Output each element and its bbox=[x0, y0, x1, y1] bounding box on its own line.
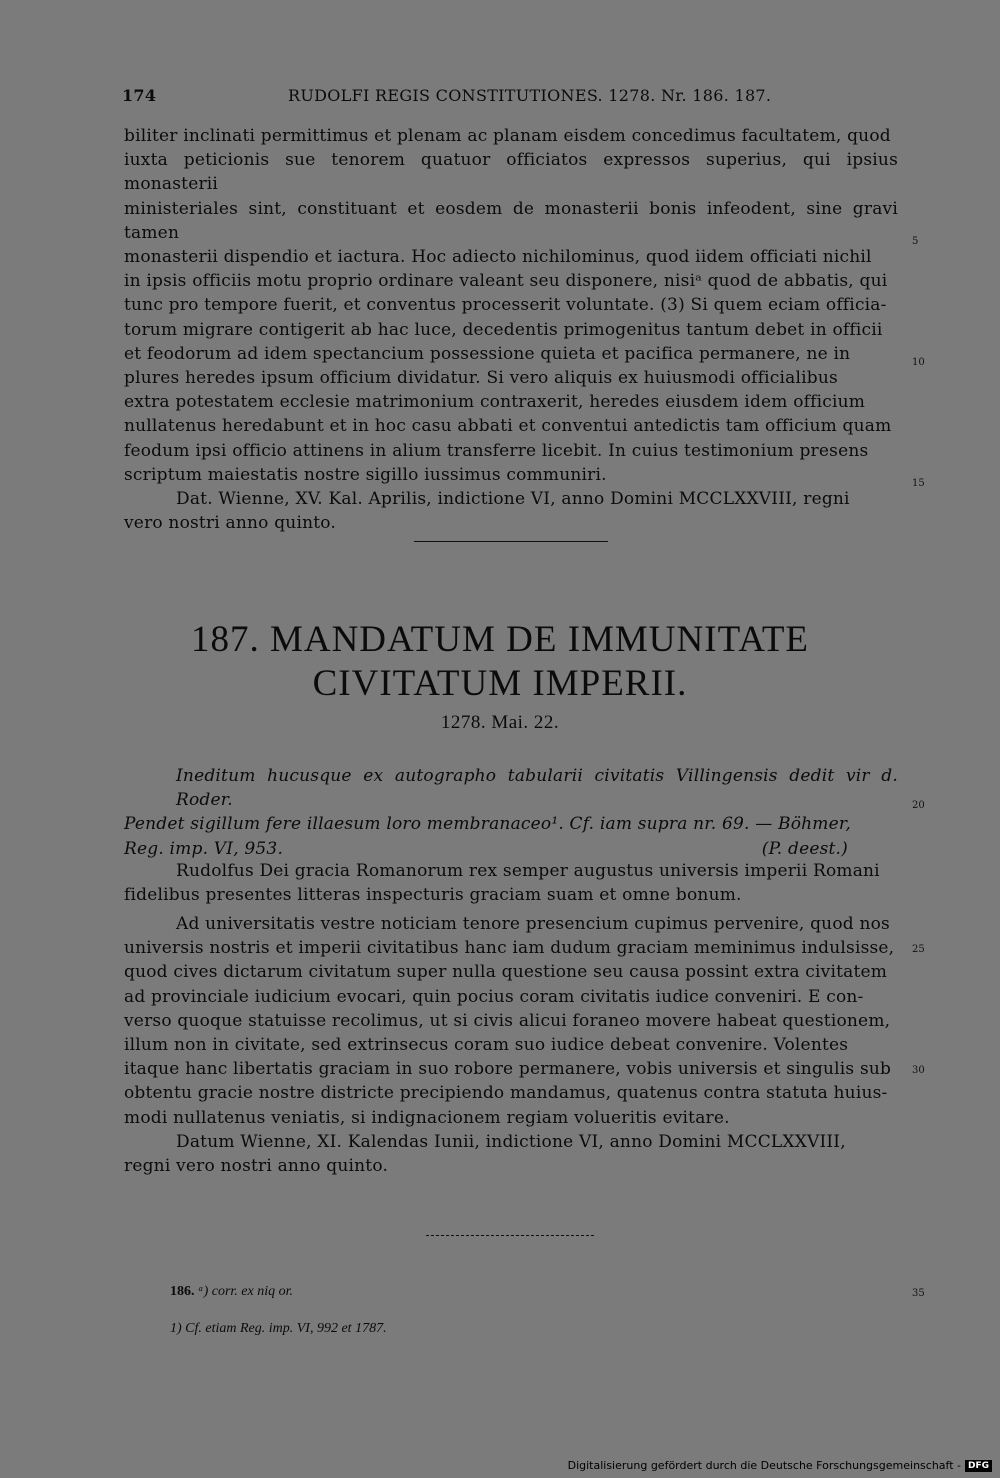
text-line: illum non in civitate, sed extrinsecus coram suo iudice debeat convenire. Volentes bbox=[124, 1035, 849, 1056]
text-line: torum migrare contigerit ab hac luce, decedentis primogenitus tantum debet in officii bbox=[124, 319, 883, 340]
source-line-row bbox=[124, 837, 898, 861]
text-line: Rudolfus Dei gracia Romanorum rex semper augustus universis imperii Romani bbox=[176, 861, 880, 881]
text-line: plures heredes ipsum officium dividatur. Si vero aliquis ex huiusmodi officialibus bbox=[124, 368, 838, 389]
text-line: fidelibus presentes litteras inspecturis graciam suam et omne bonum. bbox=[124, 885, 742, 906]
running-head: RUDOLFI REGIS CONSTITUTIONES. 1278. Nr. 186. 187. bbox=[288, 86, 772, 105]
digitization-footer bbox=[568, 1459, 992, 1472]
line-number: 20 bbox=[912, 800, 925, 811]
dfg-logo: DFG bbox=[965, 1460, 992, 1472]
line-number: 30 bbox=[912, 1065, 925, 1076]
text-line: biliter inclinati permittimus et plenam ac planam eisdem concedimus facultatem, quod bbox=[124, 126, 891, 146]
text-line: ministeriales sint, constituant et eosdem de monasterii bonis infeodent, sine gravi tamen bbox=[124, 198, 898, 243]
line-number: 15 bbox=[912, 478, 925, 489]
text-line: scriptum maiestatis nostre sigillo iussimus communiri. bbox=[124, 464, 607, 485]
text-line: in ipsis officiis motu proprio ordinare valeant seu disponere, nisiᵃ quod de abbatis, qui bbox=[124, 271, 888, 292]
footnote-1 bbox=[170, 1321, 387, 1337]
line-number: 10 bbox=[912, 357, 925, 368]
text-line: iuxta peticionis sue tenorem quatuor officiatos expressos superius, qui ipsius monasterii bbox=[124, 150, 898, 195]
source-note bbox=[124, 764, 898, 861]
doc186-text bbox=[124, 124, 898, 535]
footnote-text: 1) Cf. etiam Reg. imp. VI, 992 et 1787. bbox=[170, 1321, 387, 1336]
section-divider bbox=[414, 541, 608, 542]
line-number: 5 bbox=[912, 236, 919, 247]
document-date: 1278. Mai. 22. bbox=[440, 712, 560, 733]
text-line: obtentu gracie nostre districte precipiendo mandamus, quatenus contra statuta huius- bbox=[124, 1083, 888, 1104]
text-line: modi nullatenus veniatis, si indignacionem regiam volueritis evitare. bbox=[124, 1107, 730, 1128]
source-remark: (P. deest.) bbox=[761, 838, 848, 859]
page-number: 174 bbox=[122, 86, 157, 105]
text-line: et feodorum ad idem spectancium possessione quieta et pacifica permanere, ne in bbox=[124, 343, 851, 364]
datum-line: regni vero nostri anno quinto. bbox=[124, 1156, 389, 1177]
doc187-text bbox=[124, 912, 898, 1178]
text-line: verso quoque statuisse recolimus, ut si civis alicui foraneo movere habeat questionem, bbox=[124, 1010, 891, 1031]
text-line: nullatenus heredabunt et in hoc casu abbati et conventui antedictis tam officium quam bbox=[124, 416, 892, 437]
line-number: 25 bbox=[912, 944, 925, 955]
section-divider bbox=[426, 1235, 594, 1236]
text-line: ad provinciale iudicium evocari, quin pocius coram civitatis iudice conveniri. E con- bbox=[124, 986, 864, 1007]
text-line: universis nostris et imperii civitatibus hanc iam dudum graciam meminimus indulsisse, bbox=[124, 938, 895, 959]
footnote-text: ᵃ) corr. ex niq or. bbox=[198, 1284, 294, 1299]
footnote-label: 186. bbox=[170, 1284, 195, 1299]
source-line: Reg. imp. VI, 953. bbox=[124, 838, 284, 859]
datum-line: Datum Wienne, XI. Kalendas Iunii, indictione VI, anno Domini MCCLXXVIII, bbox=[176, 1131, 846, 1152]
title-line: CIVITATUM IMPERII. bbox=[312, 663, 688, 704]
doc187-intro bbox=[124, 859, 898, 907]
text-line: extra potestatem ecclesie matrimonium contraxerit, heredes eiusdem idem officium bbox=[124, 392, 866, 413]
text-line: monasterii dispendio et iactura. Hoc adiecto nichilominus, quod iidem officiati nichil bbox=[124, 247, 872, 268]
title-line: 187. MANDATUM DE IMMUNITATE bbox=[190, 619, 810, 660]
text-line: quod cives dictarum civitatum super nulla questione seu causa possint extra civitatem bbox=[124, 962, 888, 983]
dat-line: Dat. Wienne, XV. Kal. Aprilis, indictione VI, anno Domini MCCLXXVIII, regni bbox=[176, 489, 850, 510]
footer-text: Digitalisierung gefördert durch die Deutsche Forschungsgemeinschaft - bbox=[567, 1459, 961, 1472]
text-line: tunc pro tempore fuerit, et conventus processerit voluntate. (3) Si quem eciam officia- bbox=[124, 295, 887, 316]
text-line: Ad universitatis vestre noticiam tenore presencium cupimus pervenire, quod nos bbox=[176, 914, 890, 934]
dat-line: vero nostri anno quinto. bbox=[124, 513, 336, 534]
document-title bbox=[0, 618, 1000, 706]
source-line: Ineditum hucusque ex autographo tabularii civitatis Villingensis dedit vir d. Roder. bbox=[176, 766, 898, 811]
text-line: feodum ipsi officio attinens in alium transferre licebit. In cuius testimonium presens bbox=[124, 440, 869, 461]
source-line: Pendet sigillum fere illaesum loro membranaceo¹. Cf. iam supra nr. 69. — Böhmer, bbox=[124, 814, 851, 835]
line-number: 35 bbox=[912, 1288, 925, 1299]
footnote-186 bbox=[170, 1284, 293, 1300]
text-line: itaque hanc libertatis graciam in suo robore permanere, vobis universis et singulis sub bbox=[124, 1059, 892, 1080]
